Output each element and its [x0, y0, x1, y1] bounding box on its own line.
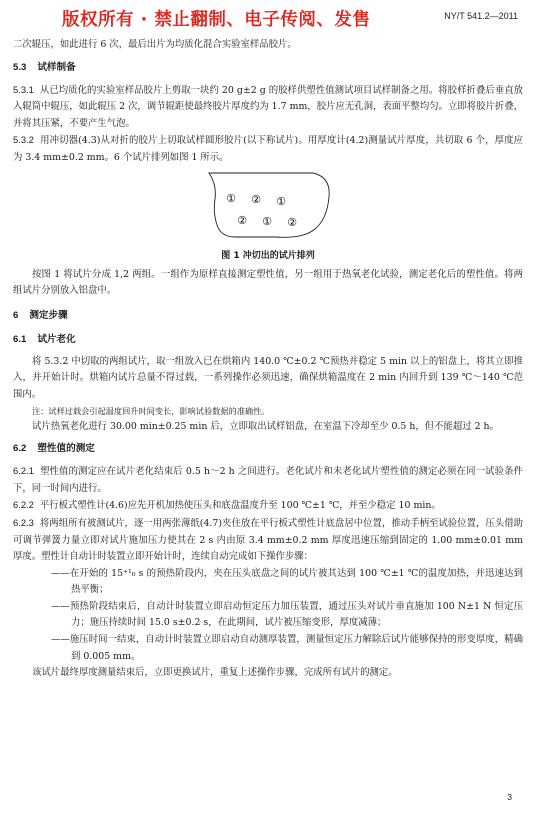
clause-number: 6.2.3: [13, 516, 34, 528]
paragraph-final: 该试片最终厚度测量结束后，立即更换试片，重复上述操作步骤，完成所有试片的测定。: [32, 667, 398, 679]
sample-sheet-drawing: [13, 167, 523, 245]
clause-text: 将两组所有被测试片，逐一用两张薄纸(4.7)夹住放在平行板式塑性计底盘居中位置，推动手柄至试验位置，压头借助可调节弹簧力量立即对试片施加压力使其在 2 s 内由原 3.4 mm±0.2 mm 厚度迅速压缩到固定的 1.00 mm±0.01 mm 厚度。塑性计自动计时装置立即开始计时，连续自动完成如下操作步骤：: [13, 517, 523, 563]
heading-title: 测定步骤: [29, 309, 68, 321]
document-body: [13, 37, 523, 682]
paragraph-continuation: 二次辊压，如此进行 6 次，最后出片为均质化混合实验室样品胶片。: [13, 39, 297, 50]
heading-title: 试样制备: [37, 61, 76, 73]
heading-6: [13, 308, 523, 324]
heading-6-1: [13, 332, 523, 348]
figure-1-sample-layout: [13, 167, 523, 245]
clause-text: 平行板式塑性计(4.6)应先开机加热使压头和底盘温度升至 100 ℃±1 ℃，并至少稳定 10 min。: [39, 500, 441, 512]
paragraph-6-1-a: 将 5.3.2 中切取的两组试片，取一组放入已在烘箱内 140.0 ℃±0.2 ℃预热并稳定 5 min 以上的铝盘上，将其立即推入，并开始计时。烘箱内试片总量不得过载，一系列操作必须迅速，确保烘箱温度在 2 min 内回升到 139 ℃～140 ℃范围内。: [13, 355, 523, 400]
heading-number: 6.2: [13, 443, 27, 455]
clause-number: 6.2.1: [13, 465, 34, 477]
clause-text: 用冲切器(4.3)从对折的胶片上切取试样圆形胶片(以下称试片)。用厚度计(4.2)测量试片厚度，共切取 6 个，厚度应为 3.4 mm±0.2 mm。6 个试片排列如图 1 所示。: [13, 135, 523, 163]
heading-number: 5.3: [13, 61, 27, 73]
dash-item-preheat: ——在开始的 15⁺¹₀ s 的预热阶段内，夹在压头底盘之间的试片被其达到 100 ℃±1 ℃的温度加热，并迅速达到热平衡；: [51, 567, 523, 596]
heading-title: 塑性值的测定: [37, 443, 95, 455]
clause-5-3-2: [13, 132, 523, 166]
clause-5-3-1: [13, 82, 523, 133]
heading-6-2: [13, 441, 523, 457]
sample-label: ②: [237, 213, 247, 227]
heading-5-3: [13, 60, 523, 76]
figure-caption: 图 1 冲切出的试片排列: [221, 250, 315, 261]
paragraph-after-figure: 按图 1 将试片分成 1,2 两组。一组作为原样直接测定塑性值，另一组用于热氧老化试验，测定老化后的塑性值。将两组试片分别放入铝盘中。: [13, 268, 523, 297]
sample-label: ②: [287, 215, 297, 229]
sample-label: ①: [276, 194, 286, 208]
sample-label: ②: [251, 192, 261, 206]
dash-item-pressure: ——预热阶段结束后，自动计时装置立即启动恒定压力加压装置，通过压头对试片垂直施加 100 N±1 N 恒定压力；施压持续时间 15.0 s±0.2 s，在此期间，试片被压缩变形，厚度减薄；: [51, 600, 523, 629]
paragraph-6-1-b: 试片热氧老化进行 30.00 min±0.25 min 后，立即取出试样铝盘，在室温下冷却至少 0.5 h，但不能超过 2 h。: [32, 420, 499, 432]
watermark-banner: 版权所有 · 禁止翻制、电子传阅、发售: [62, 10, 371, 30]
heading-number: 6: [13, 309, 19, 321]
note: 注：试样过载会引起温度回升时间变长，影响试验数据的准确性。: [32, 405, 270, 416]
clause-text: 塑性值的测定应在试片老化结束后 0.5 h～2 h 之间进行。老化试片和未老化试片塑性值的测定必须在同一试验条件下，同一时间内进行。: [13, 466, 523, 494]
heading-number: 6.1: [13, 333, 27, 345]
clause-text: 从已均质化的实验室样品胶片上剪取一块约 20 g±2 g 的胶样供塑性值测试项目试样制备之用。将胶样折叠后垂直放入辊筒中辊压，如此辊压 2 次，调节辊距使最终胶片厚度约为 1.7 mm，胶片应无孔洞，表面平整均匀。立即将胶片折叠，并将其压紧，不要产生气泡。: [13, 84, 523, 129]
sample-label: ①: [226, 191, 236, 205]
dash-item-measure: ——施压时间一结束，自动计时装置立即启动自动测厚装置，测量恒定压力解除后试片能够保持的形变厚度，精确到 0.005 mm。: [51, 634, 523, 662]
clause-number: 5.3.1: [13, 83, 34, 95]
heading-title: 试片老化: [37, 333, 76, 345]
sample-label: ①: [262, 214, 272, 228]
clause-6-2-3: [13, 515, 523, 566]
clause-6-2-1: [13, 463, 523, 497]
clause-6-2-2: [13, 497, 523, 515]
clause-number: 5.3.2: [13, 134, 34, 146]
clause-number: 6.2.2: [13, 499, 34, 511]
page-number: 3: [507, 792, 512, 802]
standard-code: NY/T 541.2—2011: [444, 11, 518, 21]
